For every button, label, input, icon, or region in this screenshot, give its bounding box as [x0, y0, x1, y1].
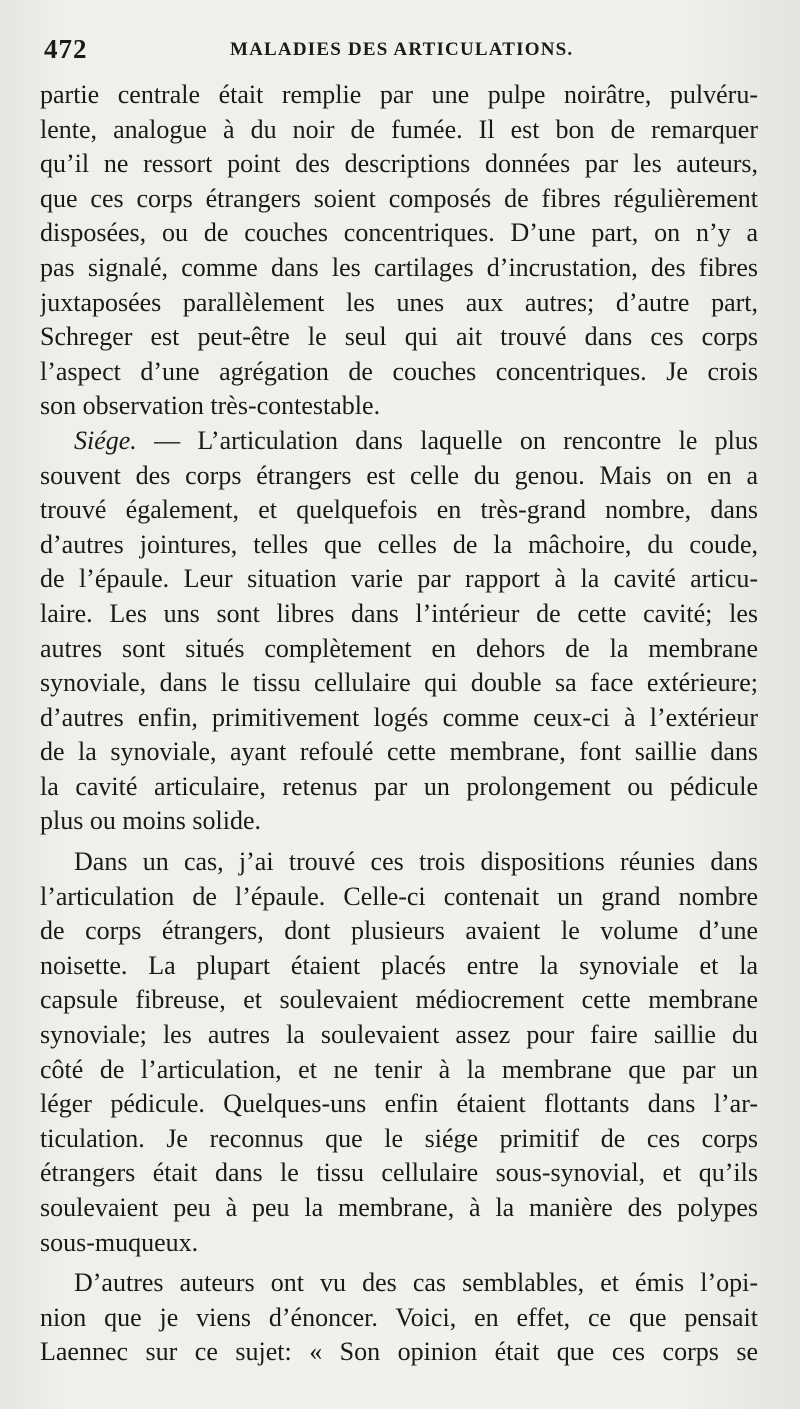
text-line: plus ou moins solide.	[40, 806, 262, 836]
text-line: de l’épaule. Leur situation varie par rapport à la cavité articu-	[40, 564, 758, 594]
text-line: nion que je viens d’énoncer. Voici, en effet, ce que pensait	[40, 1302, 758, 1332]
text-line: l’aspect d’une agrégation de couches concentriques. Je crois	[40, 356, 758, 386]
page-number: 472	[44, 34, 88, 64]
text-line: d’autres enfin, primitivement logés comme ceux-ci à l’extérieur	[40, 702, 758, 732]
text-line: qu’il ne ressort point des descriptions données par les auteurs,	[40, 149, 758, 179]
text-line: noisette. La plupart étaient placés entre la synoviale et la	[40, 950, 758, 980]
paragraph	[40, 1266, 758, 1370]
paragraph	[40, 424, 758, 839]
text-line: D’autres auteurs ont vu des cas semblables, et émis l’opi-	[74, 1268, 758, 1298]
text-line: léger pédicule. Quelques-uns enfin étaient flottants dans l’ar-	[40, 1089, 758, 1119]
text-line: sous-muqueux.	[40, 1227, 199, 1257]
text-line: juxtaposées parallèlement les unes aux autres; d’autre part,	[40, 287, 758, 317]
text-line: de corps étrangers, dont plusieurs avaient le volume d’une	[40, 916, 758, 946]
running-head-title: MALADIES DES ARTICULATIONS.	[230, 39, 574, 60]
paragraph	[40, 845, 758, 1260]
text-line: de la synoviale, ayant refoulé cette membrane, font saillie dans	[40, 737, 758, 767]
text-line	[40, 424, 758, 459]
text-line-rest: — L’articulation dans laquelle on rencontre le plus	[136, 425, 758, 455]
text-line: la cavité articulaire, retenus par un prolongement ou pédicule	[40, 771, 758, 801]
text-line: ticulation. Je reconnus que le siége primitif de ces corps	[40, 1123, 758, 1153]
section-heading: Siége.	[74, 425, 137, 455]
text-line: Schreger est peut-être le seul qui ait trouvé dans ces corps	[40, 322, 758, 352]
text-line: l’articulation de l’épaule. Celle-ci contenait un grand nombre	[40, 881, 758, 911]
text-line: d’autres jointures, telles que celles de la mâchoire, du coude,	[40, 529, 758, 559]
text-line: synoviale; les autres la soulevaient assez pour faire saillie du	[40, 1020, 758, 1050]
text-line: étrangers était dans le tissu cellulaire sous-synovial, et qu’ils	[40, 1158, 758, 1188]
text-line: Dans un cas, j’ai trouvé ces trois dispositions réunies dans	[74, 847, 758, 877]
text-line: capsule fibreuse, et soulevaient médiocrement cette membrane	[40, 985, 758, 1015]
text-line: Laennec sur ce sujet: « Son opinion était que ces corps se	[40, 1337, 758, 1367]
text-line: disposées, ou de couches concentriques. D’une part, on n’y a	[40, 218, 758, 248]
text-line: synoviale, dans le tissu cellulaire qui double sa face extérieure;	[40, 668, 758, 698]
text-line: trouvé également, et quelquefois en très-grand nombre, dans	[40, 495, 758, 525]
body-text	[40, 78, 758, 1370]
text-line: souvent des corps étrangers est celle du genou. Mais on en a	[40, 460, 758, 490]
text-line: que ces corps étrangers soient composés de fibres régulièrement	[40, 183, 758, 213]
paragraph	[40, 78, 758, 424]
text-line: laire. Les uns sont libres dans l’intérieur de cette cavité; les	[40, 598, 758, 628]
text-line: autres sont situés complètement en dehors de la membrane	[40, 633, 758, 663]
text-line: pas signalé, comme dans les cartilages d’incrustation, des fibres	[40, 252, 758, 282]
text-line: soulevaient peu à peu la membrane, à la manière des polypes	[40, 1193, 758, 1222]
text-line: son observation très-contestable.	[40, 391, 381, 421]
text-line: lente, analogue à du noir de fumée. Il est bon de remarquer	[40, 114, 758, 144]
text-line: côté de l’articulation, et ne tenir à la membrane que par un	[40, 1054, 758, 1084]
running-head	[44, 34, 744, 68]
text-line: partie centrale était remplie par une pulpe noirâtre, pulvéru-	[40, 80, 758, 109]
